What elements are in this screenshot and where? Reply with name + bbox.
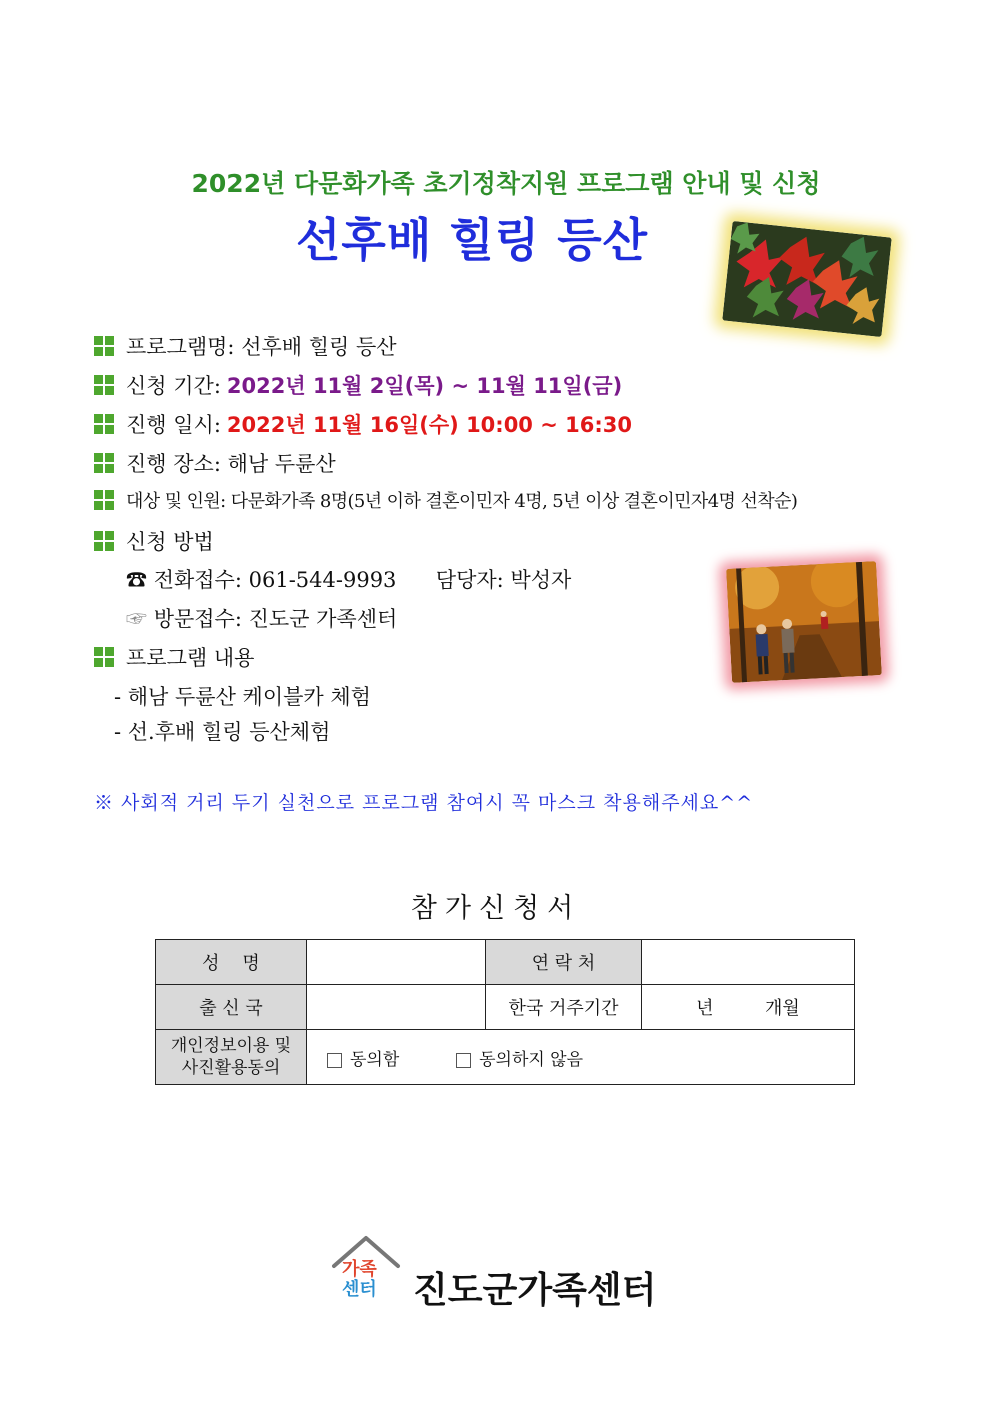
- event-date-row: [94, 409, 632, 439]
- phone-row: [126, 564, 571, 594]
- form-title: 참가신청서: [410, 893, 582, 924]
- notice-text: ※ 사회적 거리 두기 실천으로 프로그램 참여시 꼭 마스크 착용해주세요^^: [94, 792, 754, 814]
- event-place-value: 해남 두륜산: [227, 452, 336, 476]
- green-square-bullet-icon: [94, 490, 114, 510]
- stay-label: 한국 거주기간: [508, 998, 619, 1019]
- disagree-label: 동의하지 않음: [479, 1049, 584, 1070]
- family-center-logo: [330, 1232, 402, 1308]
- origin-input-cell[interactable]: [307, 985, 486, 1030]
- green-square-bullet-icon: [94, 414, 114, 434]
- event-place-row: [94, 448, 336, 478]
- disagree-checkbox[interactable]: [456, 1050, 583, 1070]
- contact-person-value: 박성자: [510, 568, 572, 592]
- origin-label: 출 신 국: [199, 998, 263, 1019]
- application-form-table: [155, 939, 855, 1085]
- content-item: - 해남 두륜산 케이블카 체험: [114, 685, 371, 709]
- method-row: [94, 526, 214, 556]
- name-input-cell[interactable]: [307, 940, 486, 985]
- program-name-value: 선후배 힐링 등산: [241, 335, 397, 359]
- consent-label-line-2: 사진활용동의: [181, 1058, 281, 1078]
- green-square-bullet-icon: [94, 453, 114, 473]
- page-title: 선후배 힐링 등산: [296, 213, 649, 267]
- hikers-image: [726, 561, 882, 683]
- green-square-bullet-icon: [94, 647, 114, 667]
- phone-value: 061-544-9993: [248, 568, 397, 592]
- program-name-label: 프로그램명:: [126, 335, 235, 359]
- contact-label-cell: [486, 940, 642, 985]
- apply-period-value: 2022년 11월 2일(목) ~ 11월 11일(금): [226, 374, 623, 398]
- stay-year-label: 년: [696, 998, 714, 1019]
- target-value: 다문화가족 8명(5년 이하 결혼이민자 4명, 5년 이상 결혼이민자4명 선착순): [230, 491, 798, 512]
- contact-input-cell[interactable]: [642, 940, 855, 985]
- method-label: 신청 방법: [126, 530, 214, 554]
- event-date-label: 진행 일시:: [126, 413, 221, 437]
- contact-label: 연 락 처: [531, 953, 596, 974]
- footer-logo-text: 진도군가족센터: [413, 1270, 657, 1311]
- green-square-bullet-icon: [94, 531, 114, 551]
- stay-month-label: 개월: [765, 998, 800, 1019]
- checkbox-icon[interactable]: [456, 1053, 471, 1068]
- logo-mark-line-1: 가족: [342, 1259, 377, 1280]
- stay-input-cell[interactable]: [642, 985, 855, 1030]
- logo-mark-line-2: 센터: [342, 1279, 377, 1300]
- pointing-hand-icon: ☞: [126, 607, 147, 631]
- content-item: - 선.후배 힐링 등산체험: [114, 720, 331, 744]
- event-date-value: 2022년 11월 16일(수) 10:00 ~ 16:30: [226, 413, 632, 437]
- target-row: [94, 487, 797, 513]
- green-square-bullet-icon: [94, 336, 114, 356]
- subtitle: 2022년 다문화가족 초기정착지원 프로그램 안내 및 신청: [191, 169, 821, 198]
- stay-label-cell: [486, 985, 642, 1030]
- green-square-bullet-icon: [94, 375, 114, 395]
- origin-label-cell: [156, 985, 307, 1030]
- visit-label: 방문접수:: [153, 607, 242, 631]
- agree-label: 동의함: [350, 1049, 400, 1070]
- content-label: 프로그램 내용: [126, 646, 255, 670]
- agree-checkbox[interactable]: [327, 1050, 399, 1070]
- name-label: 성 명: [202, 953, 260, 974]
- consent-options-cell: [307, 1030, 855, 1085]
- consent-label-line-1: 개인정보이용 및: [170, 1036, 292, 1056]
- autumn-leaves-image: [722, 221, 892, 337]
- phone-icon: ☎: [126, 568, 147, 592]
- visit-value: 진도군 가족센터: [248, 607, 398, 631]
- visit-row: [126, 603, 397, 633]
- content-row: [94, 642, 254, 672]
- event-place-label: 진행 장소:: [126, 452, 221, 476]
- consent-label-cell: [156, 1030, 307, 1085]
- program-name-row: [94, 331, 397, 361]
- apply-period-label: 신청 기간:: [126, 374, 221, 398]
- contact-person-label: 담당자:: [435, 568, 504, 592]
- checkbox-icon[interactable]: [327, 1053, 342, 1068]
- apply-period-row: [94, 370, 622, 400]
- target-label: 대상 및 인원:: [126, 491, 226, 512]
- phone-label: 전화접수:: [153, 568, 242, 592]
- name-label-cell: [156, 940, 307, 985]
